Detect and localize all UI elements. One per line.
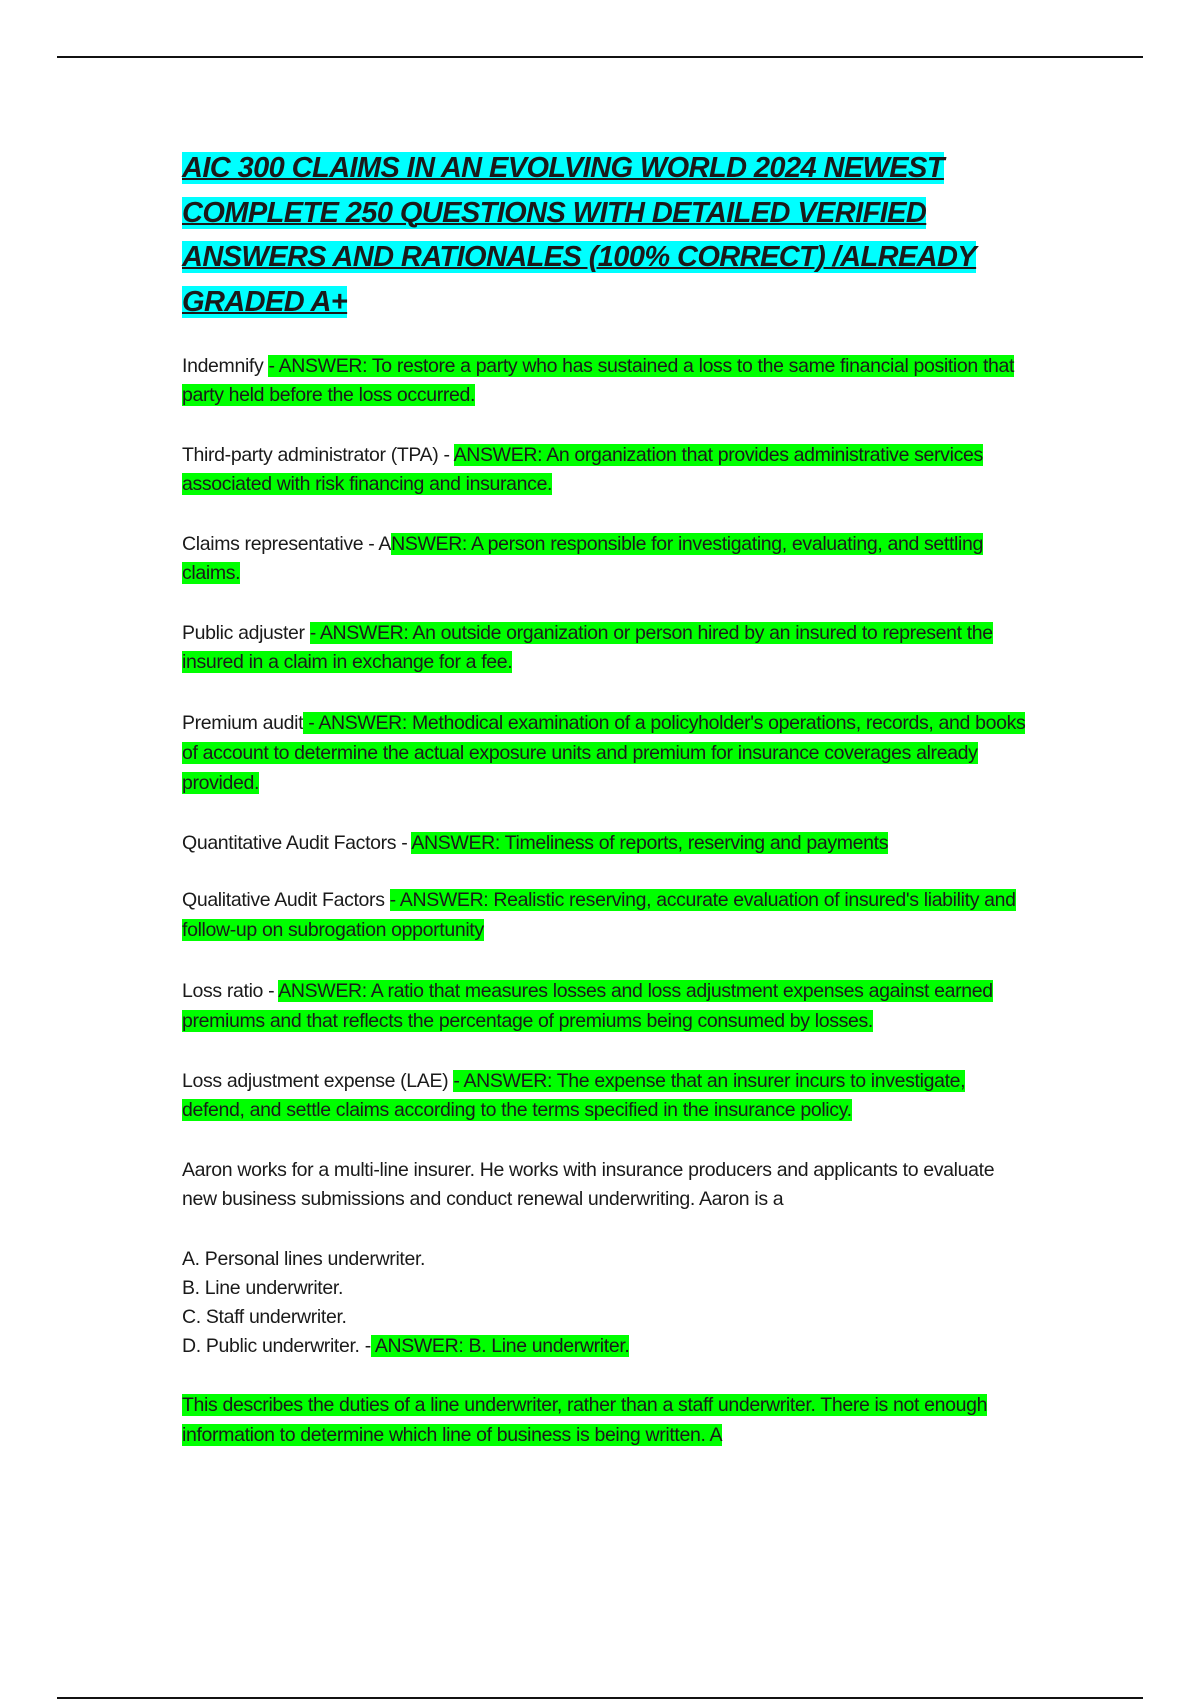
answer-highlight: - ANSWER: Methodical examination of a policyholder's operations, records, and books of account to determine the actual exposure units and premium for insurance coverages already provided. [182, 712, 1026, 794]
answer-highlight: - ANSWER: Realistic reserving, accurate evaluation of insured's liability and follow-up on subrogation opportunity [182, 889, 1016, 941]
question-stem: Aaron works for a multi-line insurer. He works with insurance producers and applicants to evaluate new business submissions and conduct renewal underwriting. Aaron is a [182, 1159, 995, 1210]
entry-loss-adjustment-expense: Loss adjustment expense (LAE) - ANSWER: The expense that an insurer incurs to investigate, defend, and settle claims according to the terms specified in the insurance policy. [182, 1070, 966, 1121]
answer-highlight: - ANSWER: To restore a party who has sustained a loss to the same financial position that party held before the loss occurred. [182, 355, 1015, 406]
option-d: D. Public underwriter. - ANSWER: B. Line underwriter. [182, 1335, 630, 1357]
answer-highlight: ANSWER: A ratio that measures losses and loss adjustment expenses against earned premiums and that reflects the percentage of premiums being consumed by losses. [182, 980, 993, 1032]
option-b: B. Line underwriter. [182, 1277, 344, 1299]
entry-loss-ratio: Loss ratio - ANSWER: A ratio that measures losses and loss adjustment expenses against earned premiums and that reflects the percentage of premiums being consumed by losses. [182, 980, 993, 1032]
answer-highlight: ANSWER: Timeliness of reports, reserving and payments [411, 832, 889, 854]
question-options [182, 1245, 1032, 1361]
entry-indemnify: Indemnify - ANSWER: To restore a party who has sustained a loss to the same financial position that party held before the loss occurred. [182, 355, 1015, 406]
answer-highlight: ANSWER: An organization that provides administrative services associated with risk financing and insurance. [182, 444, 983, 495]
document-body [182, 146, 1032, 1481]
bottom-rule [57, 1697, 1143, 1699]
question-rationale: This describes the duties of a line underwriter, rather than a staff underwriter. There is not enough information to determine which line of business is being written. A [182, 1394, 988, 1446]
entry-tpa: Third-party administrator (TPA) - ANSWER: An organization that provides administrative services associated with risk financing and insurance. [182, 444, 983, 495]
answer-highlight: ANSWER: B. Line underwriter. [370, 1335, 630, 1357]
top-rule [57, 56, 1143, 58]
entry-quantitative-audit-factors: Quantitative Audit Factors - ANSWER: Timeliness of reports, reserving and payments [182, 832, 889, 854]
answer-highlight: - ANSWER: An outside organization or person hired by an insured to represent the insured in a claim in exchange for a fee. [182, 622, 993, 673]
option-c: C. Staff underwriter. [182, 1306, 347, 1328]
entry-public-adjuster: Public adjuster - ANSWER: An outside organization or person hired by an insured to represent the insured in a claim in exchange for a fee. [182, 622, 993, 673]
entry-claims-representative: Claims representative - ANSWER: A person responsible for investigating, evaluating, and settling claims. [182, 533, 984, 584]
entry-qualitative-audit-factors: Qualitative Audit Factors - ANSWER: Realistic reserving, accurate evaluation of insured's liability and follow-up on subrogation opportunity [182, 889, 1016, 941]
answer-highlight: NSWER: A person responsible for investigating, evaluating, and settling claims. [182, 533, 984, 584]
answer-highlight: - ANSWER: The expense that an insurer incurs to investigate, defend, and settle claims according to the terms specified in the insurance policy. [182, 1070, 966, 1121]
entry-premium-audit: Premium audit - ANSWER: Methodical examination of a policyholder's operations, records, and books of account to determine the actual exposure units and premium for insurance coverages already provided. [182, 712, 1026, 794]
document-title: AIC 300 CLAIMS IN AN EVOLVING WORLD 2024 NEWEST COMPLETE 250 QUESTIONS WITH DETAILED VERIFIED ANSWERS AND RATIONALES (100% CORRECT) /ALREADY GRADED A+ [182, 152, 977, 318]
option-a: A. Personal lines underwriter. [182, 1248, 426, 1270]
